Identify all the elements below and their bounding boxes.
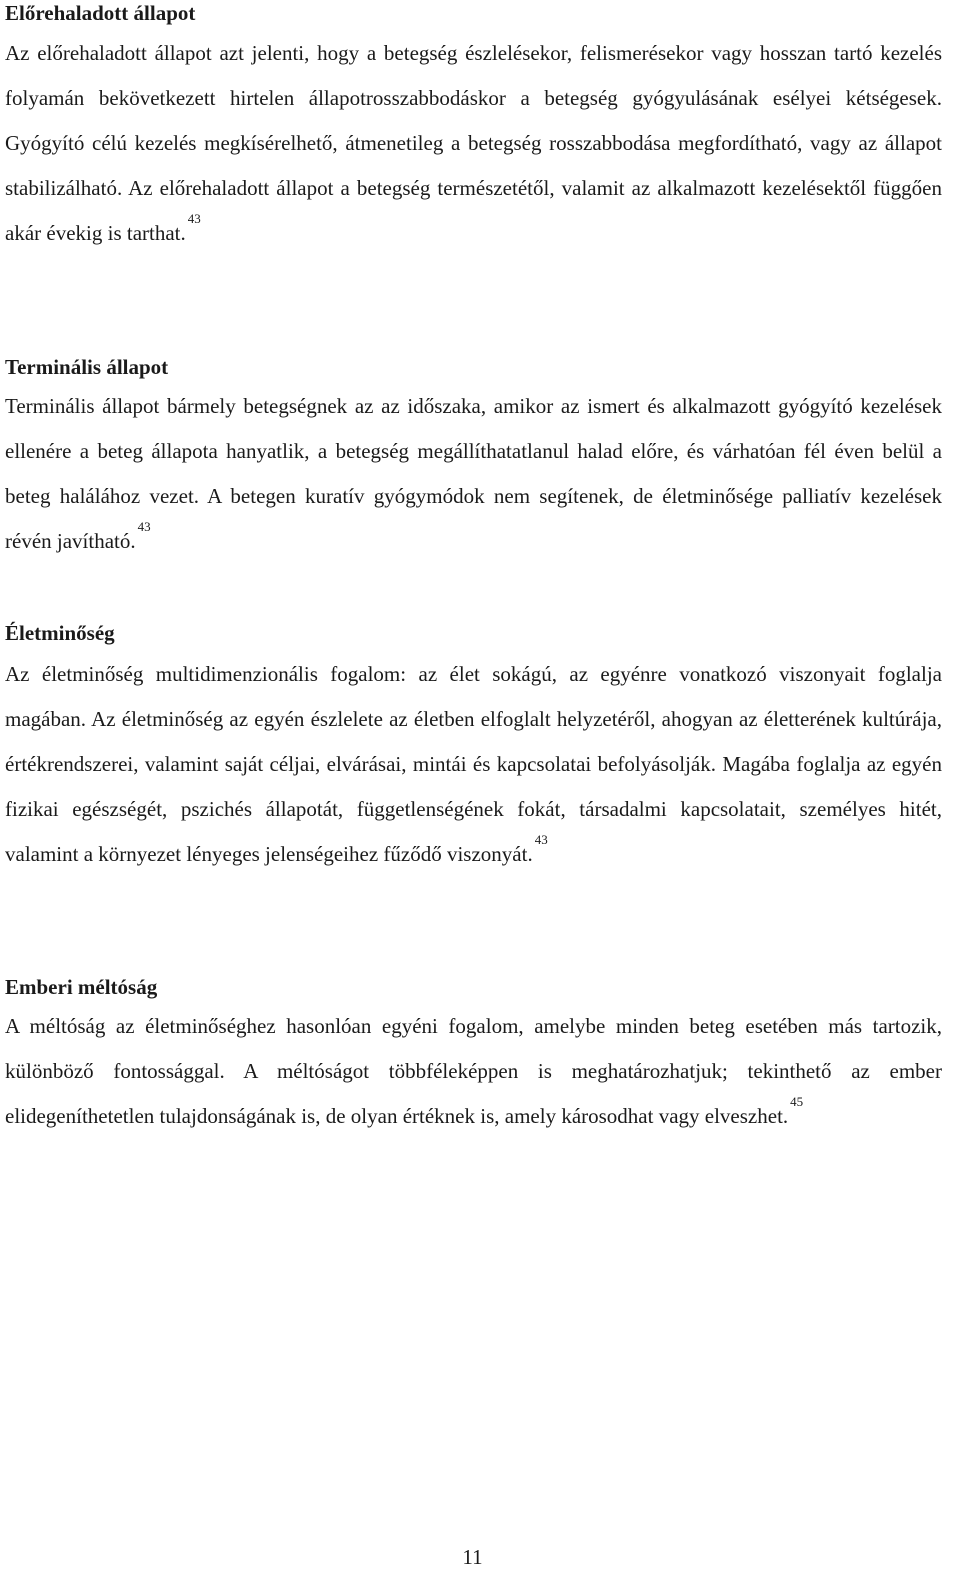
section-emberi-meltosag bbox=[5, 974, 942, 1139]
paragraph-text: A méltóság az életminőséghez hasonlóan egyéni fogalom, amelybe minden beteg esetében más tartozik, különböző fontossággal. A méltóságot többféleképpen is meghatározhatjuk; tekinthető az ember elidegeníthetetlen tulajdonságának is, de olyan értéknek is, amely károsodhat vagy elveszhet. bbox=[5, 1014, 942, 1128]
section-terminalis-allapot bbox=[5, 354, 942, 564]
section-paragraph bbox=[5, 384, 942, 564]
section-title: Életminőség bbox=[5, 621, 115, 645]
paragraph-text: Az életminőség multidimenzionális fogalom: az élet sokágú, az egyénre vonatkozó viszonyait foglalja magában. Az életminőség az egyén észlelete az életben elfoglalt helyzetéről, ahogyan az életterének kultúrája, értékrendszerei, valamint saját céljai, elvárásai, mintái és kapcsolatai befolyásolják. Magába foglalja az egyén fizikai egészségét, pszichés állapotát, függetlenségének fokát, társadalmi kapcsolatait, személyes hitét, valamint a környezet lényeges jelenségeihez fűződő viszonyát. bbox=[5, 662, 942, 866]
footnote-ref: 43 bbox=[137, 519, 151, 534]
section-elorehaladott-allapot bbox=[5, 0, 942, 256]
section-title: Előrehaladott állapot bbox=[5, 1, 196, 25]
section-title: Emberi méltóság bbox=[5, 975, 158, 999]
section-paragraph bbox=[5, 31, 942, 256]
footnote-ref: 43 bbox=[534, 832, 548, 847]
paragraph-text: Terminális állapot bármely betegségnek az az időszaka, amikor az ismert és alkalmazott gyógyító kezelések ellenére a beteg állapota hanyatlik, a betegség megállíthatatlanul halad előre, és várhatóan fél éven belül a beteg halálához vezet. A betegen kuratív gyógymódok nem segítenek, de életminősége palliatív kezelések révén javítható. bbox=[5, 394, 942, 553]
section-paragraph bbox=[5, 652, 942, 877]
section-eletminoseg bbox=[5, 620, 942, 877]
paragraph-text: Az előrehaladott állapot azt jelenti, hogy a betegség észlelésekor, felismerésekor vagy hosszan tartó kezelés folyamán bekövetkezett hirtelen állapotrosszabbodáskor a betegség gyógyulásának esélyei kétségesek. Gyógyító célú kezelés megkísérelhető, átmenetileg a betegség rosszabbodása megfordítható, vagy az állapot stabilizálható. Az előrehaladott állapot a betegség természetétől, valamit az alkalmazott kezelésektől függően akár évekig is tarthat. bbox=[5, 41, 942, 245]
page-number: 11 bbox=[462, 1545, 483, 1569]
section-paragraph bbox=[5, 1004, 942, 1139]
footnote-ref: 43 bbox=[187, 211, 201, 226]
footnote-ref: 45 bbox=[790, 1094, 804, 1109]
section-title: Terminális állapot bbox=[5, 355, 169, 379]
